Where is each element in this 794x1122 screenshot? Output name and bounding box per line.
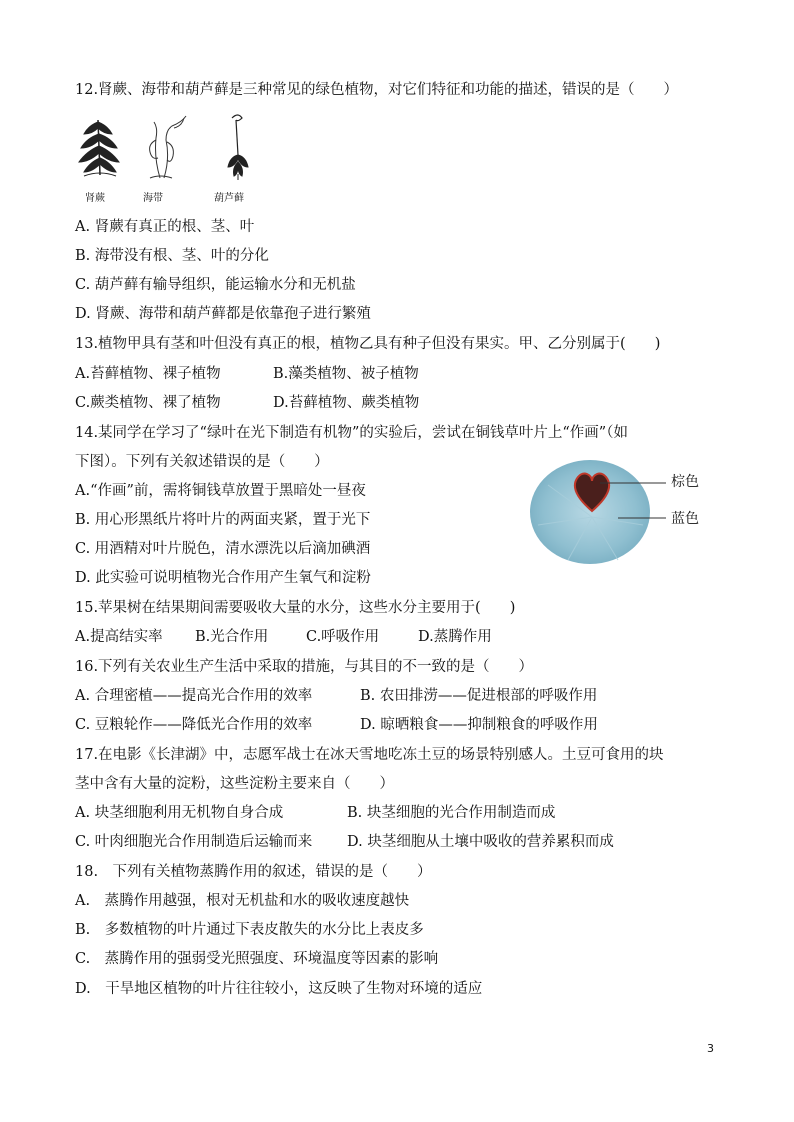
blue-label: 蓝色: [671, 511, 699, 527]
leaf-figure: [528, 455, 678, 567]
q13-option-c: C.蕨类植物、裸了植物: [75, 395, 221, 411]
q14-option-a: A.“作画”前，需将铜钱草放置于黑暗处一昼夜: [75, 483, 366, 499]
q12-option-a: A. 肾蕨有真正的根、茎、叶: [75, 219, 255, 235]
q12-option-b: B. 海带没有根、茎、叶的分化: [75, 248, 269, 264]
q14-stem-line1: 14.某同学在学习了“绿叶在光下制造有机物”的实验后，尝试在铜钱草叶片上“作画”（如: [75, 425, 628, 441]
q18-option-a: A. 蒸腾作用越强，根对无机盐和水的吸收速度越快: [75, 893, 410, 909]
q17-stem-line1: 17.在电影《长津湖》中，志愿军战士在冰天雪地吃冻土豆的场景特别感人。土豆可食用的块: [75, 747, 664, 763]
q15-stem: 15.苹果树在结果期间需要吸收大量的水分，这些水分主要用于( ): [75, 600, 516, 616]
q18-option-b: B. 多数植物的叶片通过下表皮散失的水分比上表皮多: [75, 922, 424, 938]
q17-option-d: D. 块茎细胞从土壤中吸收的营养累积而成: [347, 834, 614, 850]
q18-option-c: C. 蒸腾作用的强弱受光照强度、环境温度等因素的影响: [75, 951, 439, 967]
fern-icon: [79, 120, 119, 176]
q16-option-d: D. 晾晒粮食——抑制粮食的呼吸作用: [360, 717, 598, 733]
q13-option-d: D.苔藓植物、蕨类植物: [273, 395, 420, 411]
q15-option-d: D.蒸腾作用: [418, 629, 492, 645]
moss-icon: [228, 115, 248, 180]
fern-label: 肾蕨: [85, 193, 105, 204]
q16-option-b: B. 农田排涝——促进根部的呼吸作用: [360, 688, 598, 704]
q13-stem: 13.植物甲具有茎和叶但没有真正的根，植物乙具有种子但没有果实。甲、乙分别属于( ): [75, 336, 661, 352]
q17-option-b: B. 块茎细胞的光合作用制造而成: [347, 805, 556, 821]
q12-stem: 12.肾蕨、海带和葫芦藓是三种常见的绿色植物，对它们特征和功能的描述，错误的是（ ）: [75, 82, 679, 98]
q13-option-b: B.藻类植物、被子植物: [273, 366, 419, 382]
q14-option-b: B. 用心形黑纸片将叶片的两面夹紧，置于光下: [75, 512, 371, 528]
q14-stem-line2: 下图）。下列有关叙述错误的是（ ）: [75, 454, 329, 470]
q13-option-a: A.苔藓植物、裸子植物: [75, 366, 221, 382]
kelp-icon: [150, 116, 186, 178]
q16-stem: 16.下列有关农业生产生活中采取的措施，与其目的不一致的是（ ）: [75, 659, 534, 675]
q12-option-c: C. 葫芦藓有输导组织，能运输水分和无机盐: [75, 277, 356, 293]
q16-option-a: A. 合理密植——提高光合作用的效率: [75, 688, 313, 704]
q15-option-a: A.提高结实率: [75, 629, 163, 645]
q18-stem: 18. 下列有关植物蒸腾作用的叙述，错误的是（ ）: [75, 864, 432, 880]
brown-label: 棕色: [671, 474, 699, 490]
q15-option-b: B.光合作用: [195, 629, 269, 645]
q12-option-d: D. 肾蕨、海带和葫芦藓都是依靠孢子进行繁殖: [75, 306, 371, 322]
page-number: 3: [707, 1042, 714, 1055]
q18-option-d: D. 干旱地区植物的叶片往往较小，这反映了生物对环境的适应: [75, 981, 483, 997]
q17-option-a: A. 块茎细胞利用无机物自身合成: [75, 805, 284, 821]
q17-option-c: C. 叶肉细胞光合作用制造后运输而来: [75, 834, 313, 850]
q16-option-c: C. 豆粮轮作——降低光合作用的效率: [75, 717, 313, 733]
q15-option-c: C.呼吸作用: [306, 629, 380, 645]
q14-option-d: D. 此实验可说明植物光合作用产生氧气和淀粉: [75, 570, 371, 586]
kelp-label: 海带: [143, 193, 163, 204]
moss-label: 葫芦藓: [214, 193, 244, 204]
q17-stem-line2: 茎中含有大量的淀粉，这些淀粉主要来自（ ）: [75, 776, 394, 792]
q14-option-c: C. 用酒精对叶片脱色，清水漂洗以后滴加碘酒: [75, 541, 371, 557]
